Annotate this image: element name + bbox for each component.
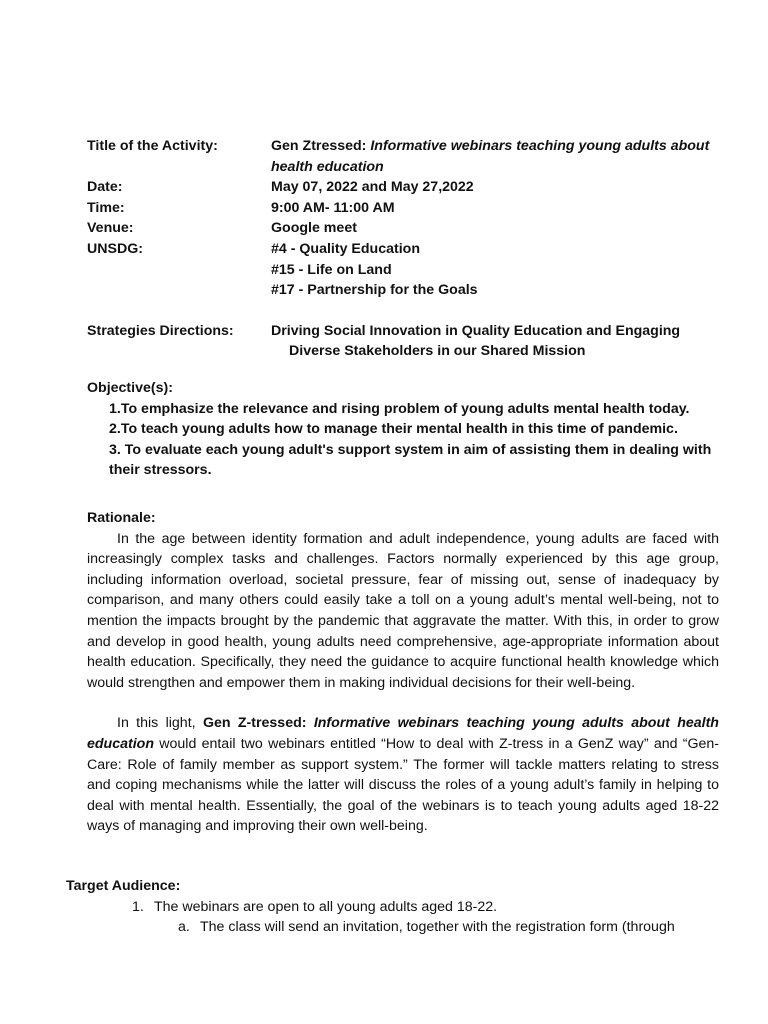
- rationale-paragraph-1: In the age between identity formation and adult independence, young adults are faced with increasingly complex tasks and challenges. Factors normally experienced by this age group, including information overload, societal pressure, fear of missing out, sense of inadequacy by comparison, and many others could easily take a toll on a young adult’s mental well-being, not to mention the impacts brought by the pandemic that aggravate the matter. With this, in order to grow and develop in good health, young adults need comprehensive, age-appropriate information about health education. Specifically, they need the guidance to acquire functional health knowledge which would strengthen and empower them in making individual decisions for their well-being.: [87, 530, 719, 691]
- target-audience-heading: Target Audience:: [66, 878, 181, 894]
- title-row: [87, 136, 727, 177]
- venue-row: [87, 218, 727, 239]
- unsdg-item: #15 - Life on Land: [271, 261, 392, 278]
- rationale-section: [87, 508, 719, 837]
- venue-label: Venue:: [87, 220, 134, 237]
- objectives-section: [87, 378, 727, 481]
- title-bold: Gen Ztressed:: [271, 138, 371, 154]
- strategies-row: [87, 321, 727, 362]
- target-item-1: [66, 897, 726, 918]
- strategies-label: Strategies Directions:: [87, 322, 234, 339]
- objective-item: 1.To emphasize the relevance and rising problem of young adults mental health today.: [109, 400, 690, 417]
- rationale-heading: Rationale:: [87, 510, 156, 526]
- strategies-line1: Driving Social Innovation in Quality Education and Engaging: [271, 322, 681, 339]
- title-value: [271, 136, 727, 177]
- time-label: Time:: [87, 199, 125, 216]
- unsdg-item: #17 - Partnership for the Goals: [271, 282, 478, 299]
- target-item-1a-text: The class will send an invitation, together with the registration form (through: [200, 919, 675, 936]
- time-value: 9:00 AM- 11:00 AM: [271, 199, 395, 216]
- para2-intro: In this light,: [117, 715, 203, 732]
- para2-bold-italic-title: Informative webinars teaching young adults about health education: [87, 715, 719, 752]
- unsdg-label: UNSDG:: [87, 240, 143, 257]
- target-item-1-number: 1.: [132, 898, 144, 915]
- objectives-list: [87, 399, 727, 481]
- activity-info: [87, 136, 727, 362]
- strategies-value: [271, 321, 727, 362]
- time-row: [87, 198, 727, 219]
- unsdg-item: #4 - Quality Education: [271, 240, 420, 257]
- unsdg-values: [271, 239, 727, 301]
- objectives-heading: Objective(s):: [87, 380, 173, 396]
- date-row: [87, 177, 727, 198]
- objective-item: 3. To evaluate each young adult's support system in aim of assisting them in dealing with their stressors.: [109, 441, 712, 479]
- unsdg-row: [87, 239, 727, 301]
- venue-value: Google meet: [271, 220, 357, 237]
- target-item-1a: [66, 917, 726, 938]
- objective-item: 2.To teach young adults how to manage their mental health in this time of pandemic.: [109, 421, 678, 438]
- target-item-1-text: The webinars are open to all young adults aged 18-22.: [154, 898, 498, 915]
- title-italic: Informative webinars teaching young adults about health education: [271, 138, 710, 175]
- target-item-1a-letter: a.: [178, 919, 190, 936]
- rationale-paragraph-2: [87, 713, 719, 837]
- date-value: May 07, 2022 and May 27,2022: [271, 179, 474, 196]
- date-label: Date:: [87, 179, 123, 196]
- para2-bold-title: Gen Z-tressed:: [202, 715, 314, 732]
- para2-body: would entail two webinars entitled “How to deal with Z-tress in a GenZ way” and “Gen-Care: Role of family member as support system.” The former will tackle matters relating to stress and coping mechanisms while the latter will discuss the roles of a young adult’s family in helping to deal with mental health. Essentially, the goal of the webinars is to teach young adults aged 18-22 ways of managing and improving their own well-being.: [87, 735, 719, 835]
- target-audience-section: [66, 876, 726, 938]
- strategies-line2: Diverse Stakeholders in our Shared Mission: [289, 343, 586, 360]
- title-label: Title of the Activity:: [87, 138, 218, 154]
